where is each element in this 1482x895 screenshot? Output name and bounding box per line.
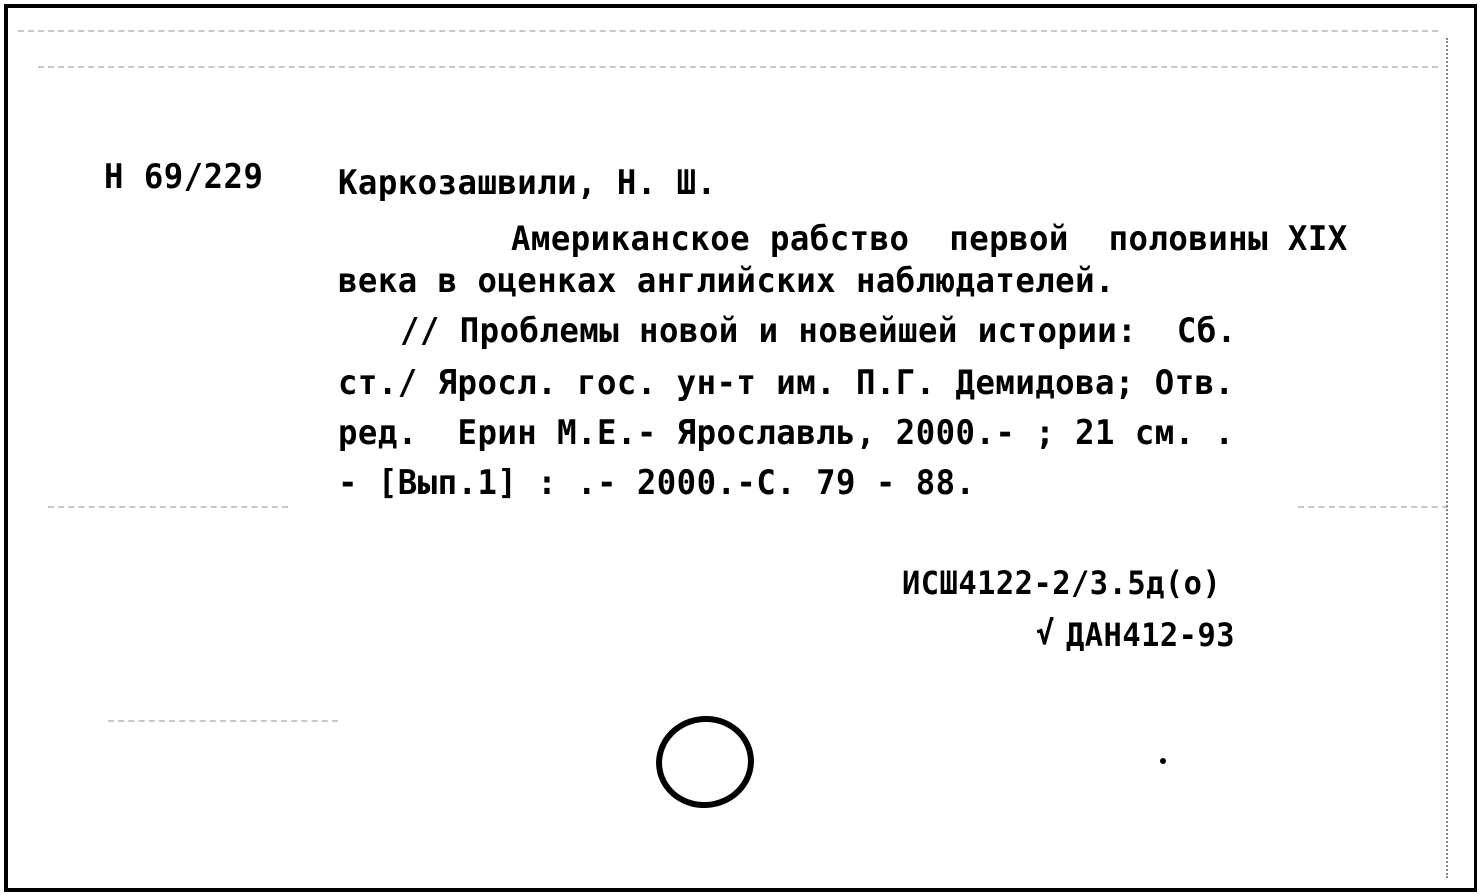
ink-dot (1160, 758, 1166, 764)
scan-noise-line (108, 720, 338, 722)
source-line-3: ред. Ерин М.Е.- Ярославль, 2000.- ; 21 см. . (338, 413, 1235, 453)
scan-noise-line (1298, 506, 1448, 508)
scan-noise-line (18, 30, 1438, 32)
source-line-1: // Проблемы новой и новейшей истории: Сб. (400, 311, 1237, 351)
author-heading: Каркозашвили, Н. Ш. (338, 163, 717, 203)
title-line-2: века в оценках английских наблюдателей. (338, 261, 1115, 301)
source-line-2: ст./ Яросл. гос. ун-т им. П.Г. Демидова; Отв. (338, 363, 1235, 403)
source-line-4: - [Вып.1] : .- 2000.-С. 79 - 88. (338, 463, 976, 503)
call-number: Н 69/229 (104, 157, 264, 197)
title-line-1: Американское рабство первой половины XIX (511, 219, 1348, 259)
check-mark: √ (1036, 614, 1055, 652)
classification-code: ИСШ4122-2/3.5д(о) (902, 564, 1222, 602)
classification-code-2: ДАН412-93 (1066, 616, 1235, 654)
scan-noise-line (48, 506, 288, 508)
scan-noise-edge (1446, 38, 1448, 878)
scan-noise-line (38, 66, 1438, 68)
